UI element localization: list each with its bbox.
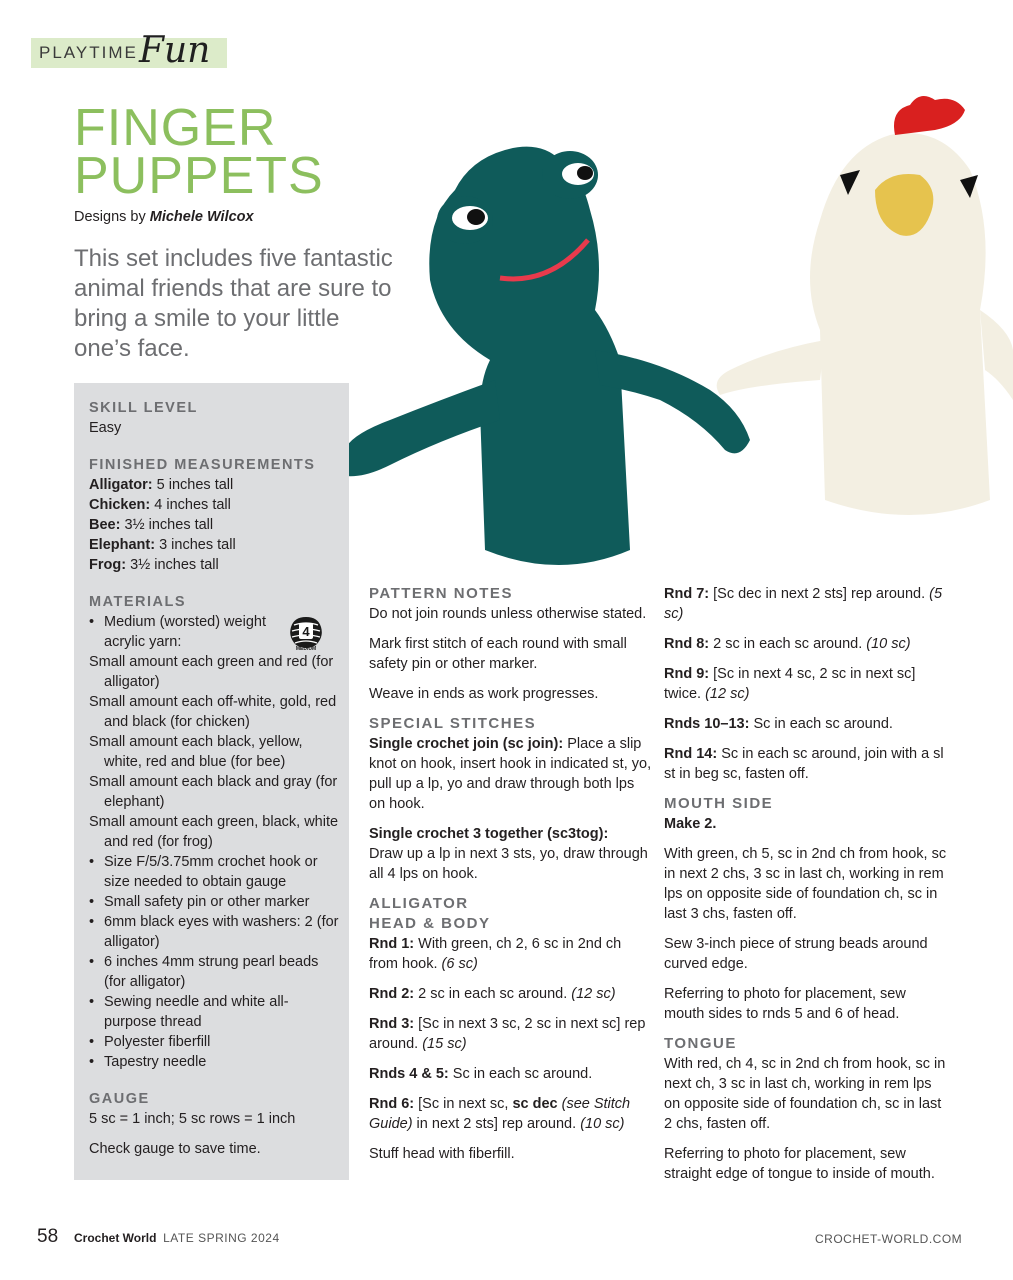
- material-subitem: Small amount each black and gray (for elephant): [89, 774, 338, 810]
- alligator-heading: ALLIGATOR: [369, 895, 469, 912]
- instruction: Sew 3-inch piece of strung beads around curved edge.: [664, 936, 928, 972]
- round: Rnd 14: Sc in each sc around, join with a sl st in beg sc, fasten off.: [664, 746, 944, 782]
- publication-info: [74, 1231, 280, 1245]
- materials-heading: MATERIALS: [89, 594, 187, 610]
- instruction: Stuff head with fiberfill.: [369, 1146, 515, 1162]
- yarn-badge-number: 4: [302, 624, 310, 639]
- materials-section: [89, 592, 339, 1072]
- measurements-heading: FINISHED MEASUREMENTS: [89, 457, 316, 473]
- instruction: With green, ch 5, sc in 2nd ch from hook, sc in next 2 chs, 3 sc in last ch, working in rem lps on opposite side of foundation ch, sc in last 3 chs, fasten off.: [664, 846, 947, 922]
- intro-text: This set includes five fantastic animal friends that are sure to bring a smile to your little one’s face.: [74, 245, 393, 362]
- material-subitem: Small amount each off-white, gold, red and black (for chicken): [89, 694, 337, 730]
- designer-name: Michele Wilcox: [149, 209, 254, 225]
- section-tag: [31, 30, 227, 71]
- note: Mark first stitch of each round with small safety pin or other marker.: [369, 636, 627, 672]
- material-subitem: Small amount each green and red (for alligator): [89, 654, 334, 690]
- gauge-value: 5 sc = 1 inch; 5 sc rows = 1 inch: [89, 1111, 296, 1127]
- skill-level-section: [89, 398, 339, 438]
- material-item: • Tapestry needle: [89, 1052, 339, 1072]
- materials-list: [89, 612, 339, 1072]
- chicken-comb: [894, 96, 965, 135]
- page-title: [74, 99, 324, 205]
- gauge-heading: GAUGE: [89, 1091, 150, 1107]
- material-subitem: Small amount each green, black, white and red (for frog): [89, 814, 339, 850]
- website-url: CROCHET-WORLD.COM: [815, 1232, 963, 1246]
- make-count: Make 2.: [664, 816, 717, 832]
- round: Rnd 1: With green, ch 2, 6 sc in 2nd ch from hook. (6 sc): [369, 936, 622, 972]
- note: Weave in ends as work progresses.: [369, 686, 599, 702]
- pattern-column-2: [369, 584, 654, 1174]
- skill-value: Easy: [89, 420, 122, 436]
- byline: [74, 209, 254, 225]
- measurement-item: Bee: 3½ inches tall: [89, 517, 214, 533]
- head-body-heading: HEAD & BODY: [369, 915, 491, 932]
- round: Rnd 2: 2 sc in each sc around. (12 sc): [369, 986, 616, 1002]
- round: Rnd 6: [Sc in next sc, sc dec (see Stitch Guide) in next 2 sts] rep around. (10 sc): [369, 1096, 631, 1132]
- material-item: • 6mm black eyes with washers: 2 (for alligator): [89, 912, 339, 952]
- frog-puppet: [336, 147, 750, 565]
- instruction: Referring to photo for placement, sew straight edge of tongue to inside of mouth.: [664, 1146, 935, 1182]
- section-label: PLAYTIME: [39, 43, 138, 62]
- material-item: • Small safety pin or other marker: [89, 892, 339, 912]
- section-script-label: Fun: [139, 30, 211, 71]
- yarn-weight-icon: [288, 615, 324, 651]
- material-item: • 6 inches 4mm strung pearl beads (for alligator): [89, 952, 339, 992]
- tongue-heading: TONGUE: [664, 1035, 737, 1052]
- measurement-item: Elephant: 3 inches tall: [89, 537, 236, 553]
- gauge-note: Check gauge to save time.: [89, 1141, 261, 1157]
- material-item: • Polyester fiberfill: [89, 1032, 339, 1052]
- round: Rnd 7: [Sc dec in next 2 sts] rep around. (5 sc): [664, 586, 943, 622]
- byline-prefix: Designs by: [74, 209, 150, 225]
- skill-heading: SKILL LEVEL: [89, 400, 198, 416]
- measurements-section: [89, 455, 339, 575]
- material-item: • Sewing needle and white all-purpose thread: [89, 992, 339, 1032]
- title-line-2: PUPPETS: [74, 147, 324, 205]
- publication-name: Crochet World: [74, 1231, 157, 1245]
- info-sidebar: [74, 383, 349, 1180]
- chicken-puppet: [717, 96, 1013, 515]
- instruction: Referring to photo for placement, sew mouth sides to rnds 5 and 6 of head.: [664, 986, 906, 1022]
- note: Do not join rounds unless otherwise stated.: [369, 606, 647, 622]
- yarn-badge-label: MEDIUM: [295, 646, 317, 651]
- round: Rnds 10–13: Sc in each sc around.: [664, 716, 893, 732]
- page-number: 58: [37, 1226, 59, 1247]
- round: Rnd 3: [Sc in next 3 sc, 2 sc in next sc] rep around. (15 sc): [369, 1016, 646, 1052]
- measurement-item: Frog: 3½ inches tall: [89, 557, 219, 573]
- mouth-side-heading: MOUTH SIDE: [664, 795, 774, 812]
- special-stitch: Single crochet 3 together (sc3tog): Draw up a lp in next 3 sts, yo, draw through all 4 lps on hook.: [369, 826, 648, 882]
- material-item: • Medium (worsted) weight acrylic yarn:: [89, 612, 339, 652]
- special-stitches-heading: SPECIAL STITCHES: [369, 715, 537, 732]
- material-item: • Size F/5/3.75mm crochet hook or size needed to obtain gauge: [89, 852, 339, 892]
- measurement-item: Chicken: 4 inches tall: [89, 497, 231, 513]
- measurement-item: Alligator: 5 inches tall: [89, 477, 234, 493]
- title-line-1: FINGER: [74, 99, 277, 157]
- round: Rnds 4 & 5: Sc in each sc around.: [369, 1066, 593, 1082]
- round: Rnd 8: 2 sc in each sc around. (10 sc): [664, 636, 911, 652]
- pattern-notes-heading: PATTERN NOTES: [369, 585, 513, 602]
- gauge-section: [89, 1089, 339, 1159]
- round: Rnd 9: [Sc in next 4 sc, 2 sc in next sc] twice. (12 sc): [664, 666, 916, 702]
- puppets-photo: [330, 80, 1013, 600]
- instruction: With red, ch 4, sc in 2nd ch from hook, sc in next ch, 3 sc in last ch, working in rem lps on opposite side of foundation ch, sc in last 2 chs, fasten off.: [664, 1056, 946, 1132]
- issue-label: LATE SPRING 2024: [163, 1231, 280, 1245]
- special-stitch: Single crochet join (sc join): Place a slip knot on hook, insert hook in indicated st, yo, pull up a lp, yo and draw through both lps on hook.: [369, 736, 652, 812]
- material-subitem: Small amount each black, yellow, white, red and blue (for bee): [89, 734, 303, 770]
- pattern-column-3: [664, 584, 949, 1194]
